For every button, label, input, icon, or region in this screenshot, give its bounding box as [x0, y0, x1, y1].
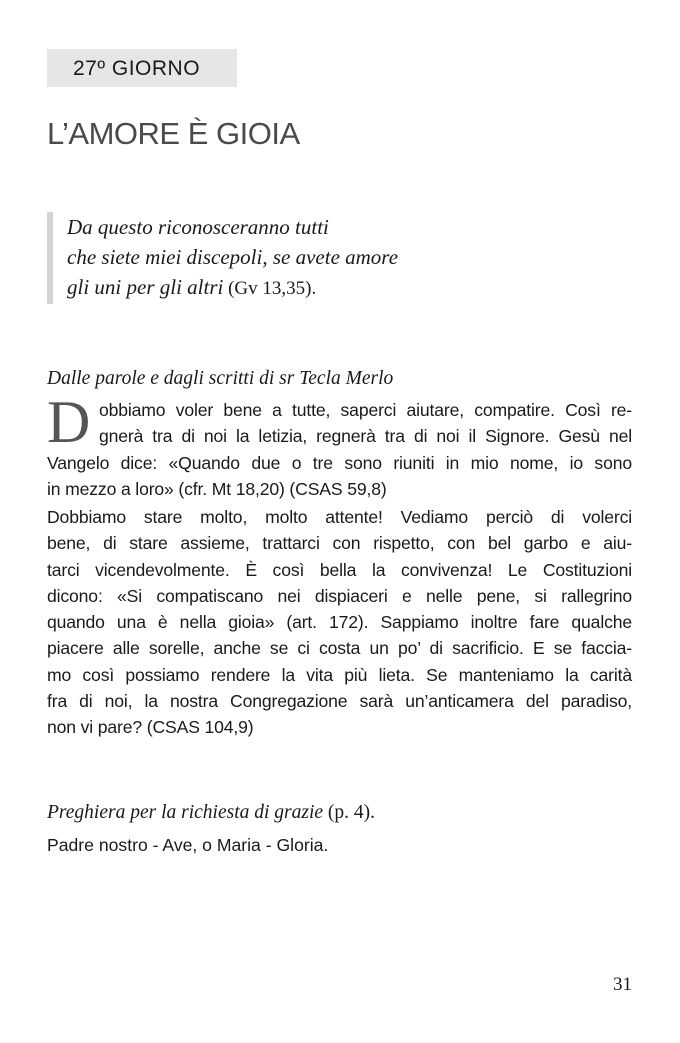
- page-title: L’AMORE È GIOIA: [47, 116, 300, 151]
- prayer-label-suffix: (p. 4).: [323, 802, 376, 823]
- prayer-label-title: Preghiera per la richiesta di grazie: [47, 802, 324, 823]
- quote-line-last: [67, 272, 487, 304]
- paragraph-line: dicono: «Si compatiscano nei dispiaceri e nelle pene, si rallegrino: [47, 585, 632, 606]
- quote-line: che siete miei discepoli, se avete amore: [67, 245, 399, 269]
- quote-reference: (Gv 13,35).: [223, 278, 317, 299]
- drop-cap: D: [47, 389, 91, 455]
- paragraph-line: gnerà tra di noi la letizia, regnerà tra di noi il Signore. Gesù nel: [99, 426, 632, 447]
- paragraph-line: obbiamo voler bene a tutte, saperci aiutare, compatire. Così re-: [99, 400, 632, 420]
- paragraph-line: quando una è nella gioia» (art. 172). Sappiamo inoltre fare qualche: [47, 612, 632, 633]
- prayer-label: [47, 800, 375, 826]
- quote-line: Da questo riconosceranno tutti: [67, 215, 329, 239]
- paragraph-line: non vi pare? (CSAS 104,9): [47, 717, 254, 738]
- paragraph-line: piacere alle sorelle, anche se ci costa un po’ di sacrificio. E se faccia-: [47, 638, 632, 659]
- paragraph-line: Vangelo dice: «Quando due o tre sono riuniti in mio nome, io sono: [47, 452, 632, 473]
- paragraph-line: Dobbiamo stare molto, molto attente! Vediamo perciò di volerci: [47, 507, 632, 527]
- prayer-line: Padre nostro - Ave, o Maria - Gloria.: [47, 835, 329, 855]
- paragraph-line: mo così possiamo rendere la vita più lieta. Se manteniamo la carità: [47, 664, 632, 685]
- paragraph-line: fra di noi, la nostra Congregazione sarà un’anticamera del paradiso,: [47, 691, 632, 712]
- page-number: 31: [613, 974, 632, 995]
- reading-label: Dalle parole e dagli scritti di sr Tecla Merlo: [47, 368, 394, 389]
- reading-paragraph-2: [47, 504, 632, 741]
- paragraph-line: bene, di stare assieme, trattarci con rispetto, con bel garbo e aiu-: [47, 533, 632, 554]
- paragraph-line: tarci vicendevolmente. È così bella la convivenza! Le Costituzioni: [47, 559, 632, 580]
- scripture-quote: [47, 212, 487, 304]
- reading-paragraph-1: [47, 397, 632, 502]
- paragraph-line: in mezzo a loro» (cfr. Mt 18,20) (CSAS 59,8): [47, 478, 387, 499]
- day-label: 27º GIORNO: [47, 49, 237, 87]
- quote-line-text: gli uni per gli altri: [67, 275, 224, 299]
